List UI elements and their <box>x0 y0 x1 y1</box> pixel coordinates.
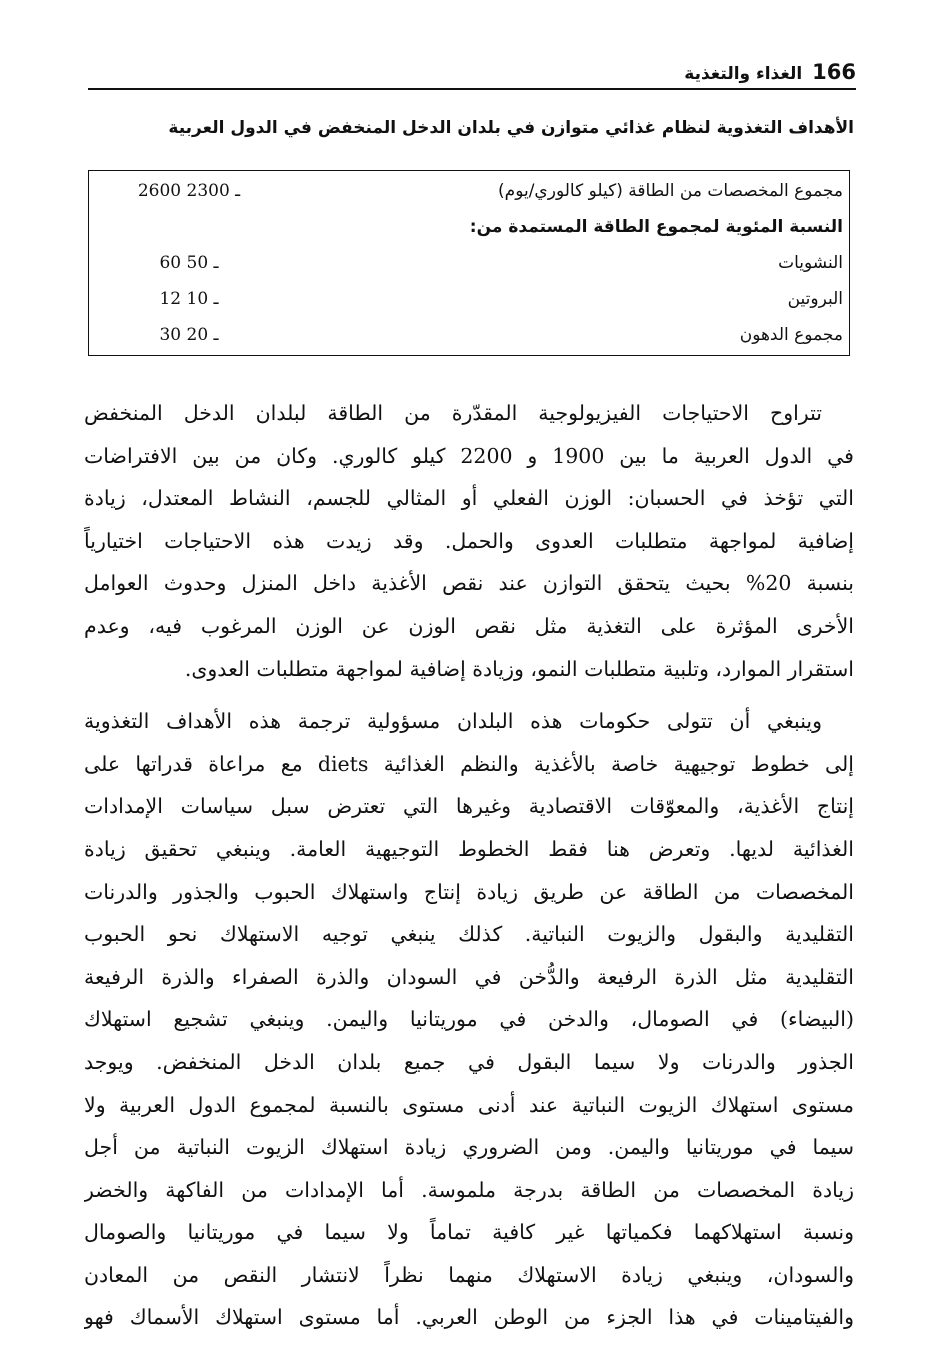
text-line: مستوى استهلاك الزيوت النباتية عند أدنى مستوى بالنسبة لمجموع الدول العربية ولا <box>84 1092 854 1117</box>
table-row <box>89 173 849 209</box>
row-value: 12 ـ 10 <box>159 289 219 309</box>
row-value: 2600 ـ 2300 <box>137 181 241 201</box>
nutrition-goals-table <box>88 170 850 356</box>
table-row <box>89 245 849 281</box>
table-title: الأهداف التغذوية لنظام غذائي متوازن في بلدان الدخل المنخفض في الدول العربية <box>168 118 854 138</box>
running-header <box>88 50 856 90</box>
table-row <box>89 209 849 245</box>
body-text <box>84 392 854 1339</box>
paragraph-1 <box>84 392 854 690</box>
text-line: (البيضاء) في الصومال، والدخن في موريتانيا واليمن. وينبغي تشجيع استهلاك <box>84 1007 854 1032</box>
text-line: استقرار الموارد، وتلبية متطلبات النمو، وزيادة إضافية لمواجهة متطلبات العدوى. <box>184 656 854 681</box>
text-line: ونسبة استهلاكهما فكمياتها غير كافية تماماً ولا سيما في موريتانيا والصومال <box>84 1220 854 1245</box>
row-label: النسبة المئوية لمجموع الطاقة المستمدة من: <box>469 217 843 237</box>
paragraph-spacer <box>84 690 854 700</box>
text-line: بنسبة 20% بحيث يتحقق التوازن عند نقص الأغذية داخل المنزل وحدوث العوامل <box>84 571 854 596</box>
text-line: تتراوح الاحتياجات الفيزيولوجية المقدّرة من الطاقة لبلدان الدخل المنخفض <box>84 401 822 425</box>
text-line: المخصصات من الطاقة عن طريق زيادة إنتاج واستهلاك الحبوب والجذور والدرنات <box>84 879 854 904</box>
text-line: سيما في موريتانيا واليمن. ومن الضروري زيادة استهلاك الزيوت النباتية من أجل <box>84 1135 854 1160</box>
row-value: 60 ـ 50 <box>159 253 219 273</box>
row-label: مجموع المخصصات من الطاقة (كيلو كالوري/يوم) <box>498 181 843 201</box>
row-label: مجموع الدهون <box>739 325 843 345</box>
page-number: 166 <box>812 60 856 84</box>
text-line: والسودان، وينبغي زيادة الاستهلاك منهما نظراً لانتشار النقص من المعادن <box>84 1262 854 1287</box>
text-line: التقليدية مثل الذرة الرفيعة والدُّخن في السودان والذرة الصفراء والذرة الرفيعة <box>84 964 854 989</box>
text-line: زيادة المخصصات من الطاقة بدرجة ملموسة. أما الإمدادات من الفاكهة والخضر <box>84 1177 854 1202</box>
text-line: والفيتامينات في هذا الجزء من الوطن العربي. أما مستوى استهلاك الأسماك فهو <box>84 1305 854 1330</box>
text-line: إنتاج الأغذية، والمعوّقات الاقتصادية وغيرها التي تعترض سبل سياسات الإمدادات <box>84 794 854 819</box>
text-line: إضافية لمواجهة متطلبات العدوى والحمل. وقد زيدت هذه الاحتياجات اختيارياً <box>84 528 854 553</box>
table-row <box>89 281 849 317</box>
text-line: الغذائية لديها. وتعرض هنا فقط الخطوط التوجيهية العامة. وينبغي تحقيق زيادة <box>84 836 854 861</box>
text-line: وينبغي أن تتولى حكومات هذه البلدان مسؤولية ترجمة هذه الأهداف التغذوية <box>84 709 822 734</box>
row-value: 30 ـ 20 <box>159 325 219 345</box>
text-line: الجذور والدرنات ولا سيما البقول في جميع بلدان الدخل المنخفض. ويوجد <box>84 1049 854 1074</box>
table-row <box>89 317 849 353</box>
text-line: التي تؤخذ في الحسبان: الوزن الفعلي أو المثالي للجسم، النشاط المعتدل، زيادة <box>84 486 854 511</box>
paragraph-2 <box>84 700 854 1339</box>
text-line: الأخرى المؤثرة على التغذية مثل نقص الوزن عن الوزن المرغوب فيه، وعدم <box>84 613 854 638</box>
row-label: النشويات <box>778 253 843 273</box>
text-line: في الدول العربية ما بين 1900 و 2200 كيلو كالوري. وكان من بين الافتراضات <box>84 443 854 468</box>
running-header-title: الغذاء والتغذية <box>684 64 803 84</box>
row-label: البروتين <box>787 289 843 309</box>
text-line: التقليدية والبقول والزيوت النباتية. كذلك ينبغي توجيه الاستهلاك نحو الحبوب <box>84 922 854 947</box>
header-group <box>684 60 856 84</box>
text-line: إلى خطوط توجيهية خاصة بالأغذية والنظم الغذائية diets مع مراعاة قدراتها على <box>84 751 854 776</box>
